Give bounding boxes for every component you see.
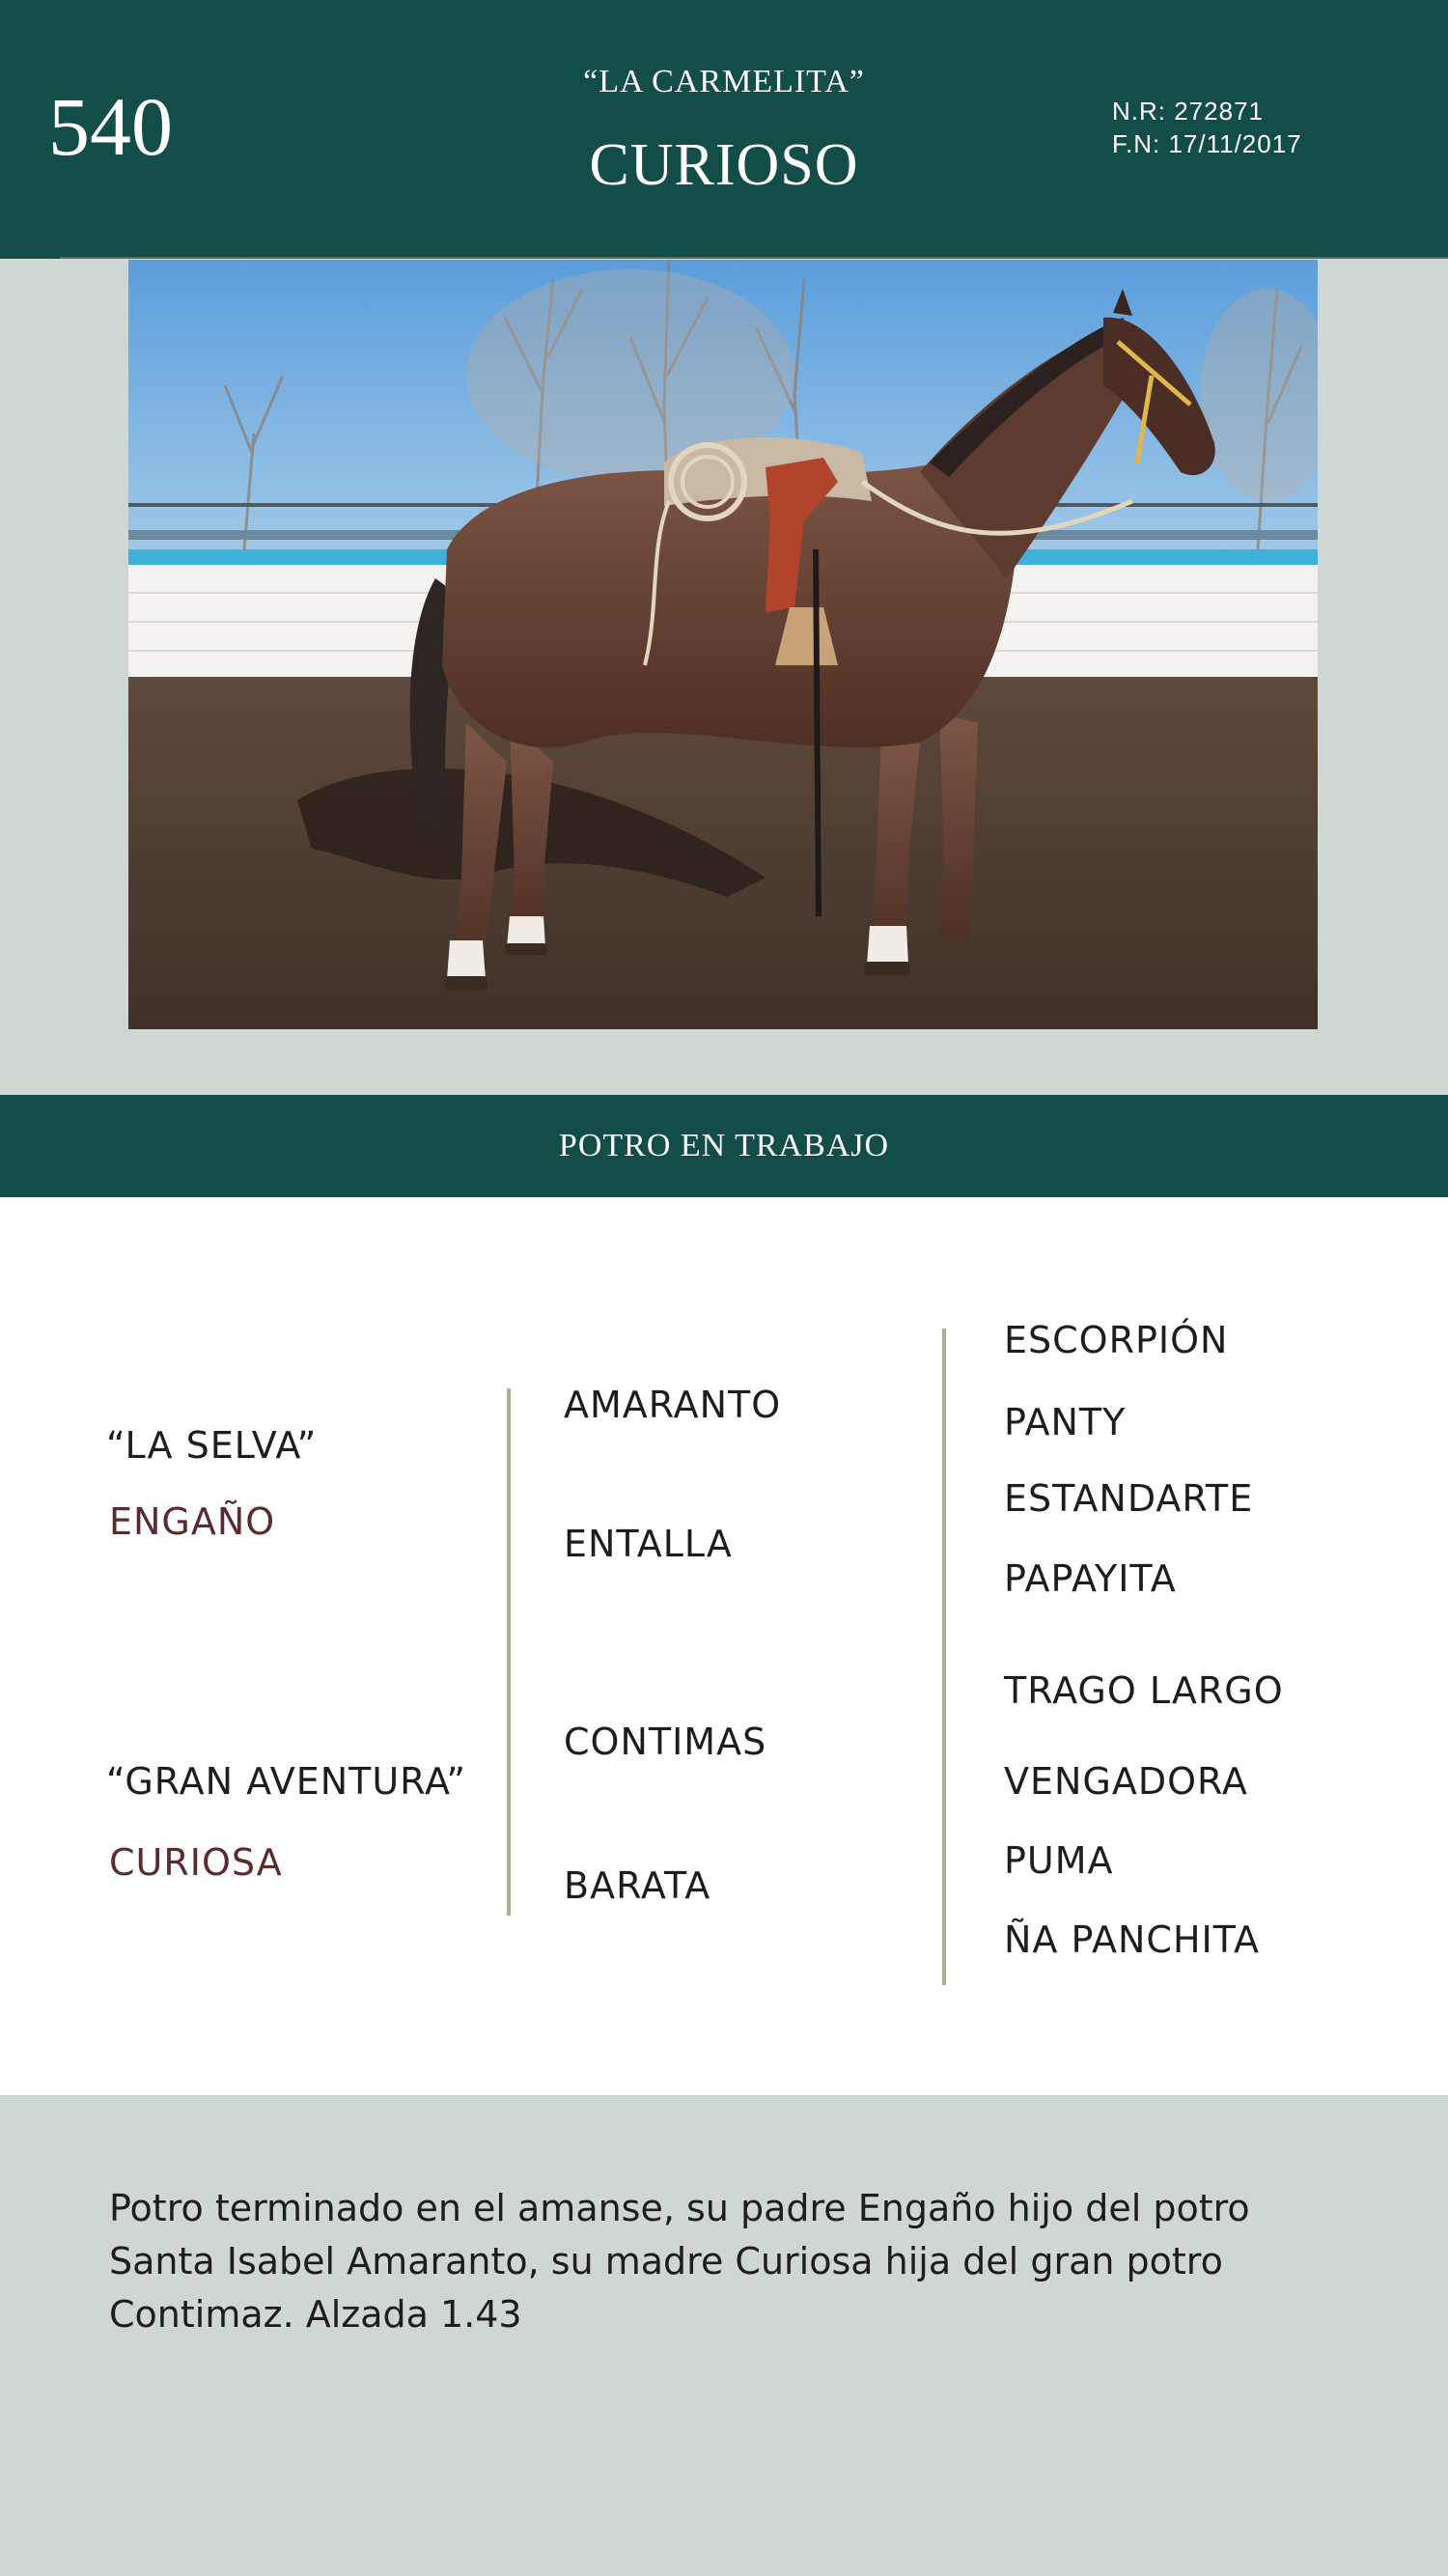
lot-number: 540	[48, 80, 173, 173]
great-grandparent-8: ÑA PANCHITA	[1004, 1918, 1260, 1961]
sire-prefix: “LA SELVA”	[106, 1424, 318, 1467]
great-grandparent-7: PUMA	[1004, 1839, 1114, 1882]
pedigree-divider-1	[507, 1388, 511, 1916]
great-grandparent-6: VENGADORA	[1004, 1760, 1248, 1803]
horse-name: CURIOSO	[589, 132, 859, 198]
horse-photo	[128, 260, 1318, 1029]
birth-date: F.N: 17/11/2017	[1112, 129, 1302, 158]
great-grandparent-5: TRAGO LARGO	[1004, 1669, 1284, 1712]
registration-info	[1112, 95, 1302, 160]
description-band	[0, 2095, 1448, 2576]
dam-prefix: “GRAN AVENTURA”	[106, 1760, 467, 1803]
great-grandparent-3: ESTANDARTE	[1004, 1477, 1254, 1520]
dam-name: CURIOSA	[109, 1841, 283, 1884]
grandparent-1: AMARANTO	[564, 1384, 782, 1426]
horse-description: Potro terminado en el amanse, su padre Engaño hijo del potro Santa Isabel Amaranto, su madre Curiosa hija del gran potro Contimaz. Alzada 1.43	[109, 2187, 1250, 2336]
sire-name: ENGAÑO	[109, 1500, 276, 1543]
pedigree-section	[0, 1197, 1448, 2095]
grandparent-2: ENTALLA	[564, 1523, 733, 1565]
registration-number: N.R: 272871	[1112, 97, 1264, 126]
status-label: POTRO EN TRABAJO	[558, 1128, 890, 1163]
great-grandparent-4: PAPAYITA	[1004, 1557, 1177, 1600]
grandparent-3: CONTIMAS	[564, 1721, 767, 1763]
great-grandparent-2: PANTY	[1004, 1401, 1127, 1443]
status-strip	[0, 1095, 1448, 1197]
header-banner	[0, 0, 1448, 259]
photo-band	[0, 259, 1448, 1095]
great-grandparent-1: ESCORPIÓN	[1004, 1319, 1229, 1361]
breeder-name: “LA CARMELITA”	[583, 64, 865, 99]
grandparent-4: BARATA	[564, 1864, 711, 1907]
pedigree-divider-2	[942, 1329, 946, 1985]
